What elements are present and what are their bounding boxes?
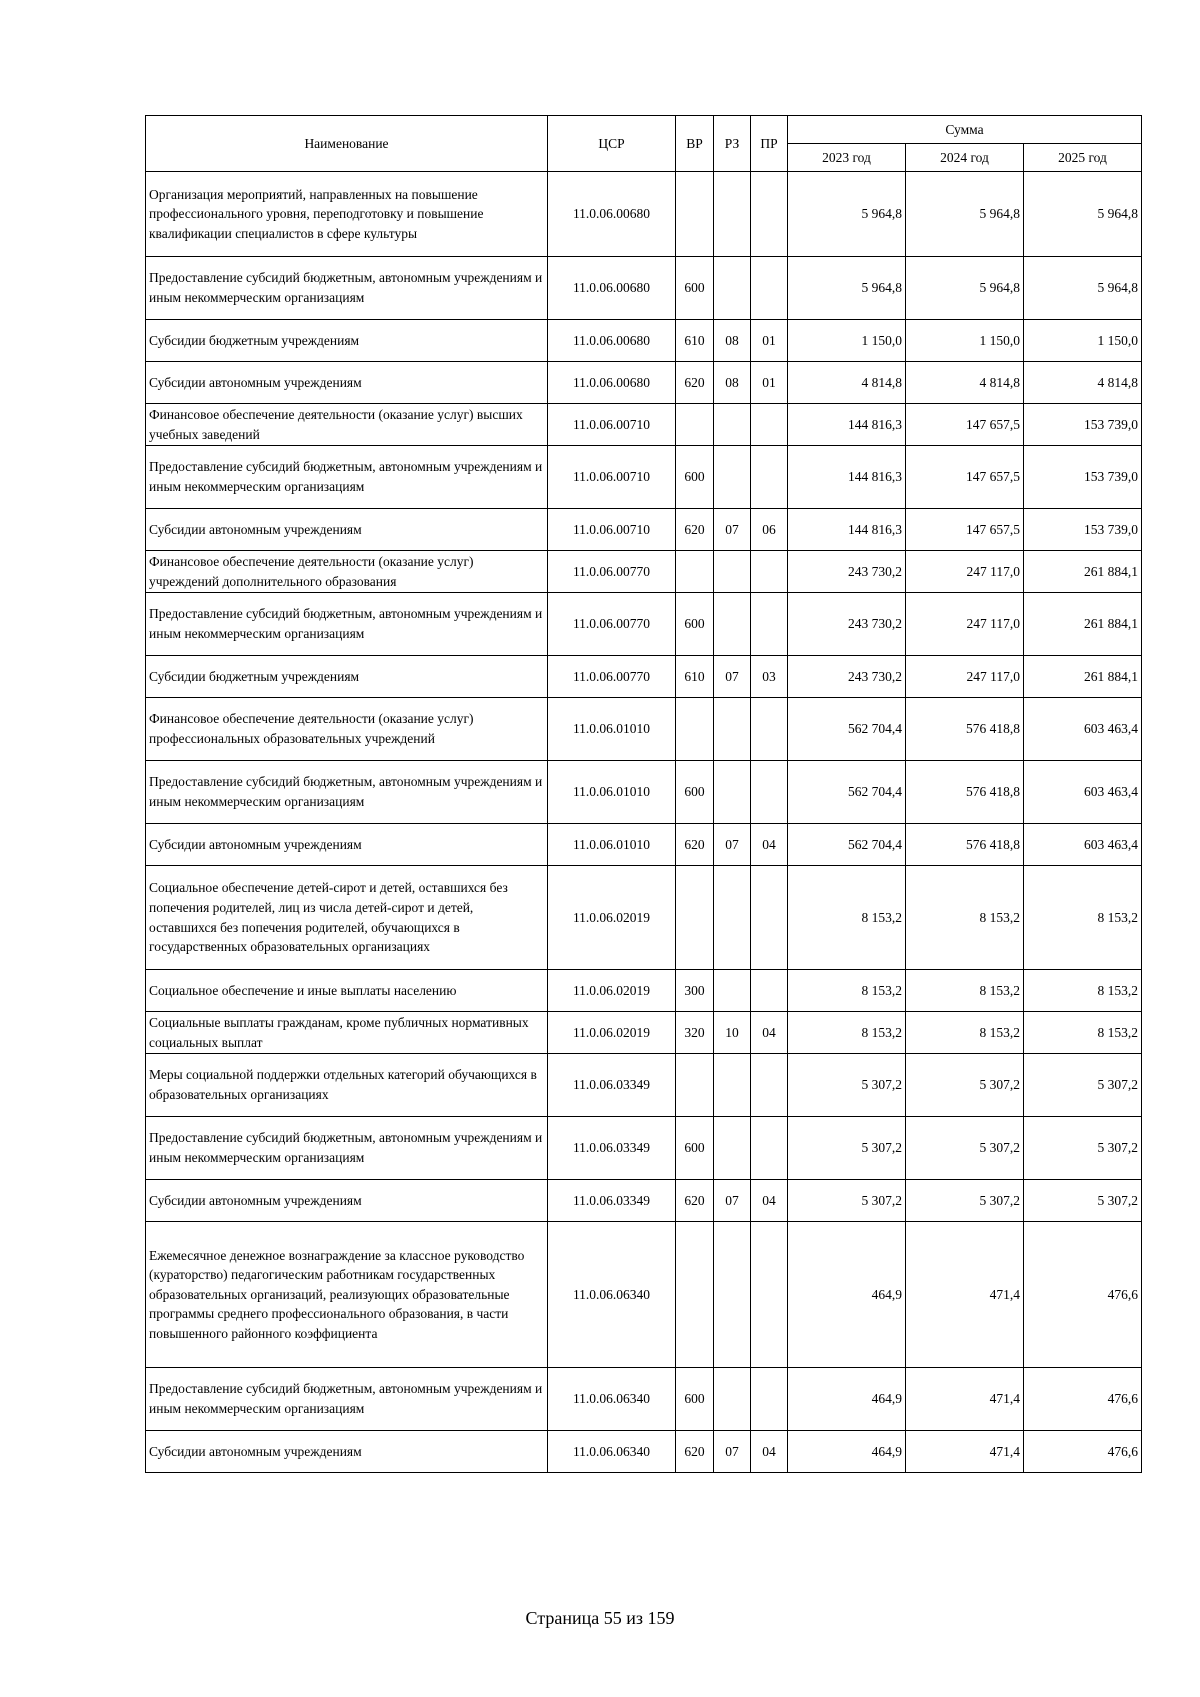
- cell-csr: 11.0.06.00710: [548, 509, 676, 551]
- cell-name: Меры социальной поддержки отдельных категорий обучающихся в образовательных организациях: [146, 1054, 548, 1117]
- cell-2023: 464,9: [788, 1368, 906, 1431]
- cell-rz: 07: [714, 1431, 751, 1473]
- cell-2024: 4 814,8: [906, 362, 1024, 404]
- cell-2024: 247 117,0: [906, 656, 1024, 698]
- cell-2025: 476,6: [1024, 1222, 1142, 1368]
- cell-name: Социальные выплаты гражданам, кроме публичных нормативных социальных выплат: [146, 1012, 548, 1054]
- table-row: [146, 761, 1142, 824]
- cell-rz: 07: [714, 1180, 751, 1222]
- cell-name: Субсидии автономным учреждениям: [146, 362, 548, 404]
- cell-csr: 11.0.06.06340: [548, 1431, 676, 1473]
- cell-2025: 261 884,1: [1024, 656, 1142, 698]
- cell-2025: 5 307,2: [1024, 1180, 1142, 1222]
- cell-2024: 247 117,0: [906, 593, 1024, 656]
- cell-vr: [676, 866, 714, 970]
- table-row: [146, 970, 1142, 1012]
- cell-csr: 11.0.06.01010: [548, 824, 676, 866]
- cell-2023: 5 307,2: [788, 1117, 906, 1180]
- table-row: [146, 1180, 1142, 1222]
- cell-csr: 11.0.06.02019: [548, 1012, 676, 1054]
- cell-name: Предоставление субсидий бюджетным, автономным учреждениям и иным некоммерческим организациям: [146, 1368, 548, 1431]
- cell-2025: 1 150,0: [1024, 320, 1142, 362]
- cell-vr: 600: [676, 1368, 714, 1431]
- cell-2024: 576 418,8: [906, 761, 1024, 824]
- cell-vr: 620: [676, 824, 714, 866]
- cell-name: Субсидии бюджетным учреждениям: [146, 320, 548, 362]
- budget-table-container: [145, 115, 1141, 1473]
- table-row: [146, 698, 1142, 761]
- cell-2024: 147 657,5: [906, 404, 1024, 446]
- cell-name: Предоставление субсидий бюджетным, автономным учреждениям и иным некоммерческим организациям: [146, 446, 548, 509]
- cell-rz: [714, 1117, 751, 1180]
- cell-2025: 153 739,0: [1024, 404, 1142, 446]
- cell-rz: [714, 1368, 751, 1431]
- cell-2025: 261 884,1: [1024, 593, 1142, 656]
- cell-2025: 603 463,4: [1024, 824, 1142, 866]
- cell-2025: 5 307,2: [1024, 1054, 1142, 1117]
- cell-2023: 144 816,3: [788, 509, 906, 551]
- cell-rz: [714, 404, 751, 446]
- cell-2024: 1 150,0: [906, 320, 1024, 362]
- cell-name: Субсидии автономным учреждениям: [146, 509, 548, 551]
- cell-vr: 620: [676, 362, 714, 404]
- cell-name: Субсидии автономным учреждениям: [146, 824, 548, 866]
- cell-2024: 8 153,2: [906, 866, 1024, 970]
- cell-rz: [714, 446, 751, 509]
- cell-2025: 8 153,2: [1024, 866, 1142, 970]
- table-row: [146, 1222, 1142, 1368]
- cell-vr: 300: [676, 970, 714, 1012]
- cell-2023: 1 150,0: [788, 320, 906, 362]
- table-row: [146, 404, 1142, 446]
- cell-csr: 11.0.06.00770: [548, 656, 676, 698]
- table-row: [146, 1368, 1142, 1431]
- cell-2023: 4 814,8: [788, 362, 906, 404]
- col-header-2023: 2023 год: [788, 144, 906, 172]
- cell-2023: 8 153,2: [788, 866, 906, 970]
- cell-2025: 476,6: [1024, 1368, 1142, 1431]
- cell-name: Социальное обеспечение детей-сирот и детей, оставшихся без попечения родителей, лиц из числа детей-сирот и детей, оставшихся без попечения родителей, обучающихся в государственных образовательных организациях: [146, 866, 548, 970]
- cell-csr: 11.0.06.06340: [548, 1222, 676, 1368]
- cell-2024: 5 307,2: [906, 1180, 1024, 1222]
- cell-rz: [714, 970, 751, 1012]
- cell-rz: 08: [714, 362, 751, 404]
- cell-2025: 5 307,2: [1024, 1117, 1142, 1180]
- cell-vr: 620: [676, 1180, 714, 1222]
- cell-csr: 11.0.06.00710: [548, 404, 676, 446]
- table-row: [146, 1117, 1142, 1180]
- cell-2024: 147 657,5: [906, 509, 1024, 551]
- col-header-2024: 2024 год: [906, 144, 1024, 172]
- cell-vr: 620: [676, 1431, 714, 1473]
- cell-2025: 8 153,2: [1024, 970, 1142, 1012]
- cell-vr: [676, 698, 714, 761]
- cell-vr: [676, 172, 714, 257]
- cell-name: Финансовое обеспечение деятельности (оказание услуг) учреждений дополнительного образования: [146, 551, 548, 593]
- cell-2025: 4 814,8: [1024, 362, 1142, 404]
- cell-2024: 471,4: [906, 1431, 1024, 1473]
- table-row: [146, 172, 1142, 257]
- cell-name: Субсидии бюджетным учреждениям: [146, 656, 548, 698]
- cell-name: Предоставление субсидий бюджетным, автономным учреждениям и иным некоммерческим организациям: [146, 593, 548, 656]
- cell-pr: 03: [751, 656, 788, 698]
- cell-csr: 11.0.06.00680: [548, 320, 676, 362]
- cell-csr: 11.0.06.02019: [548, 970, 676, 1012]
- table-row: [146, 509, 1142, 551]
- cell-2025: 5 964,8: [1024, 172, 1142, 257]
- cell-rz: [714, 1222, 751, 1368]
- cell-2024: 5 964,8: [906, 257, 1024, 320]
- cell-csr: 11.0.06.00680: [548, 257, 676, 320]
- cell-rz: 08: [714, 320, 751, 362]
- cell-rz: 10: [714, 1012, 751, 1054]
- cell-name: Ежемесячное денежное вознаграждение за классное руководство (кураторство) педагогическим работникам государственных образовательных организаций, реализующих образовательные программы среднего профессионального образования, в части повышенного районного коэффициента: [146, 1222, 548, 1368]
- cell-2023: 5 307,2: [788, 1180, 906, 1222]
- cell-2025: 261 884,1: [1024, 551, 1142, 593]
- cell-2023: 243 730,2: [788, 593, 906, 656]
- cell-vr: [676, 1222, 714, 1368]
- cell-rz: 07: [714, 824, 751, 866]
- budget-table-body: [146, 172, 1142, 1473]
- cell-csr: 11.0.06.02019: [548, 866, 676, 970]
- cell-2023: 8 153,2: [788, 1012, 906, 1054]
- cell-2025: 153 739,0: [1024, 509, 1142, 551]
- cell-pr: 04: [751, 1012, 788, 1054]
- cell-pr: [751, 970, 788, 1012]
- cell-pr: [751, 172, 788, 257]
- cell-vr: 600: [676, 1117, 714, 1180]
- cell-2023: 562 704,4: [788, 824, 906, 866]
- cell-2023: 144 816,3: [788, 446, 906, 509]
- cell-name: Субсидии автономным учреждениям: [146, 1180, 548, 1222]
- cell-vr: 620: [676, 509, 714, 551]
- cell-2024: 5 307,2: [906, 1117, 1024, 1180]
- cell-pr: [751, 1222, 788, 1368]
- cell-vr: 320: [676, 1012, 714, 1054]
- cell-2023: 5 964,8: [788, 172, 906, 257]
- cell-csr: 11.0.06.06340: [548, 1368, 676, 1431]
- table-row: [146, 1012, 1142, 1054]
- cell-pr: [751, 1368, 788, 1431]
- col-header-rz: РЗ: [714, 116, 751, 172]
- cell-2024: 8 153,2: [906, 970, 1024, 1012]
- cell-csr: 11.0.06.03349: [548, 1180, 676, 1222]
- cell-2025: 603 463,4: [1024, 761, 1142, 824]
- cell-2024: 5 964,8: [906, 172, 1024, 257]
- cell-2024: 247 117,0: [906, 551, 1024, 593]
- cell-pr: [751, 257, 788, 320]
- cell-vr: [676, 404, 714, 446]
- col-header-2025: 2025 год: [1024, 144, 1142, 172]
- cell-rz: [714, 1054, 751, 1117]
- cell-2025: 8 153,2: [1024, 1012, 1142, 1054]
- cell-csr: 11.0.06.03349: [548, 1054, 676, 1117]
- cell-vr: 610: [676, 656, 714, 698]
- table-row: [146, 551, 1142, 593]
- table-row: [146, 1054, 1142, 1117]
- cell-csr: 11.0.06.01010: [548, 698, 676, 761]
- cell-pr: 01: [751, 320, 788, 362]
- cell-rz: [714, 551, 751, 593]
- cell-2024: 471,4: [906, 1368, 1024, 1431]
- cell-2024: 576 418,8: [906, 698, 1024, 761]
- table-row: [146, 320, 1142, 362]
- cell-2023: 5 307,2: [788, 1054, 906, 1117]
- cell-vr: 600: [676, 761, 714, 824]
- cell-rz: [714, 257, 751, 320]
- table-row: [146, 824, 1142, 866]
- cell-vr: 600: [676, 446, 714, 509]
- cell-pr: 01: [751, 362, 788, 404]
- cell-name: Предоставление субсидий бюджетным, автономным учреждениям и иным некоммерческим организациям: [146, 1117, 548, 1180]
- cell-2023: 5 964,8: [788, 257, 906, 320]
- cell-2023: 464,9: [788, 1222, 906, 1368]
- cell-csr: 11.0.06.00680: [548, 172, 676, 257]
- col-header-name: Наименование: [146, 116, 548, 172]
- cell-rz: [714, 698, 751, 761]
- page-number: Страница 55 из 159: [525, 1608, 675, 1628]
- cell-2025: 5 964,8: [1024, 257, 1142, 320]
- table-row: [146, 656, 1142, 698]
- cell-pr: 04: [751, 824, 788, 866]
- cell-rz: [714, 172, 751, 257]
- cell-pr: [751, 1054, 788, 1117]
- cell-2024: 8 153,2: [906, 1012, 1024, 1054]
- cell-rz: [714, 761, 751, 824]
- cell-name: Предоставление субсидий бюджетным, автономным учреждениям и иным некоммерческим организациям: [146, 761, 548, 824]
- budget-table: [145, 115, 1142, 1473]
- cell-vr: 600: [676, 257, 714, 320]
- cell-name: Организация мероприятий, направленных на повышение профессионального уровня, переподготовку и повышение квалификации специалистов в сфере культуры: [146, 172, 548, 257]
- table-row: [146, 866, 1142, 970]
- cell-2023: 8 153,2: [788, 970, 906, 1012]
- cell-rz: [714, 593, 751, 656]
- cell-rz: [714, 866, 751, 970]
- cell-rz: 07: [714, 509, 751, 551]
- table-row: [146, 362, 1142, 404]
- cell-2023: 562 704,4: [788, 698, 906, 761]
- cell-2023: 562 704,4: [788, 761, 906, 824]
- table-row: [146, 1431, 1142, 1473]
- cell-name: Социальное обеспечение и иные выплаты населению: [146, 970, 548, 1012]
- table-row: [146, 257, 1142, 320]
- cell-csr: 11.0.06.00770: [548, 593, 676, 656]
- col-header-vr: ВР: [676, 116, 714, 172]
- cell-2023: 144 816,3: [788, 404, 906, 446]
- cell-vr: [676, 551, 714, 593]
- cell-2023: 243 730,2: [788, 656, 906, 698]
- cell-pr: [751, 866, 788, 970]
- cell-2024: 576 418,8: [906, 824, 1024, 866]
- cell-csr: 11.0.06.03349: [548, 1117, 676, 1180]
- cell-csr: 11.0.06.00680: [548, 362, 676, 404]
- cell-2023: 464,9: [788, 1431, 906, 1473]
- cell-pr: [751, 593, 788, 656]
- cell-csr: 11.0.06.00770: [548, 551, 676, 593]
- cell-pr: 06: [751, 509, 788, 551]
- cell-name: Предоставление субсидий бюджетным, автономным учреждениям и иным некоммерческим организациям: [146, 257, 548, 320]
- header-row-1: [146, 116, 1142, 144]
- cell-name: Финансовое обеспечение деятельности (оказание услуг) профессиональных образовательных учреждений: [146, 698, 548, 761]
- col-header-pr: ПР: [751, 116, 788, 172]
- cell-2025: 153 739,0: [1024, 446, 1142, 509]
- cell-pr: [751, 446, 788, 509]
- cell-pr: [751, 761, 788, 824]
- cell-pr: 04: [751, 1180, 788, 1222]
- col-header-sum: Сумма: [788, 116, 1142, 144]
- col-header-csr: ЦСР: [548, 116, 676, 172]
- cell-rz: 07: [714, 656, 751, 698]
- cell-2025: 476,6: [1024, 1431, 1142, 1473]
- cell-csr: 11.0.06.01010: [548, 761, 676, 824]
- cell-pr: [751, 1117, 788, 1180]
- cell-name: Финансовое обеспечение деятельности (оказание услуг) высших учебных заведений: [146, 404, 548, 446]
- cell-2025: 603 463,4: [1024, 698, 1142, 761]
- cell-vr: [676, 1054, 714, 1117]
- table-row: [146, 593, 1142, 656]
- cell-vr: 600: [676, 593, 714, 656]
- cell-2024: 147 657,5: [906, 446, 1024, 509]
- cell-2023: 243 730,2: [788, 551, 906, 593]
- cell-pr: 04: [751, 1431, 788, 1473]
- cell-vr: 610: [676, 320, 714, 362]
- cell-pr: [751, 698, 788, 761]
- cell-2024: 471,4: [906, 1222, 1024, 1368]
- cell-name: Субсидии автономным учреждениям: [146, 1431, 548, 1473]
- table-row: [146, 446, 1142, 509]
- cell-pr: [751, 404, 788, 446]
- cell-2024: 5 307,2: [906, 1054, 1024, 1117]
- cell-pr: [751, 551, 788, 593]
- cell-csr: 11.0.06.00710: [548, 446, 676, 509]
